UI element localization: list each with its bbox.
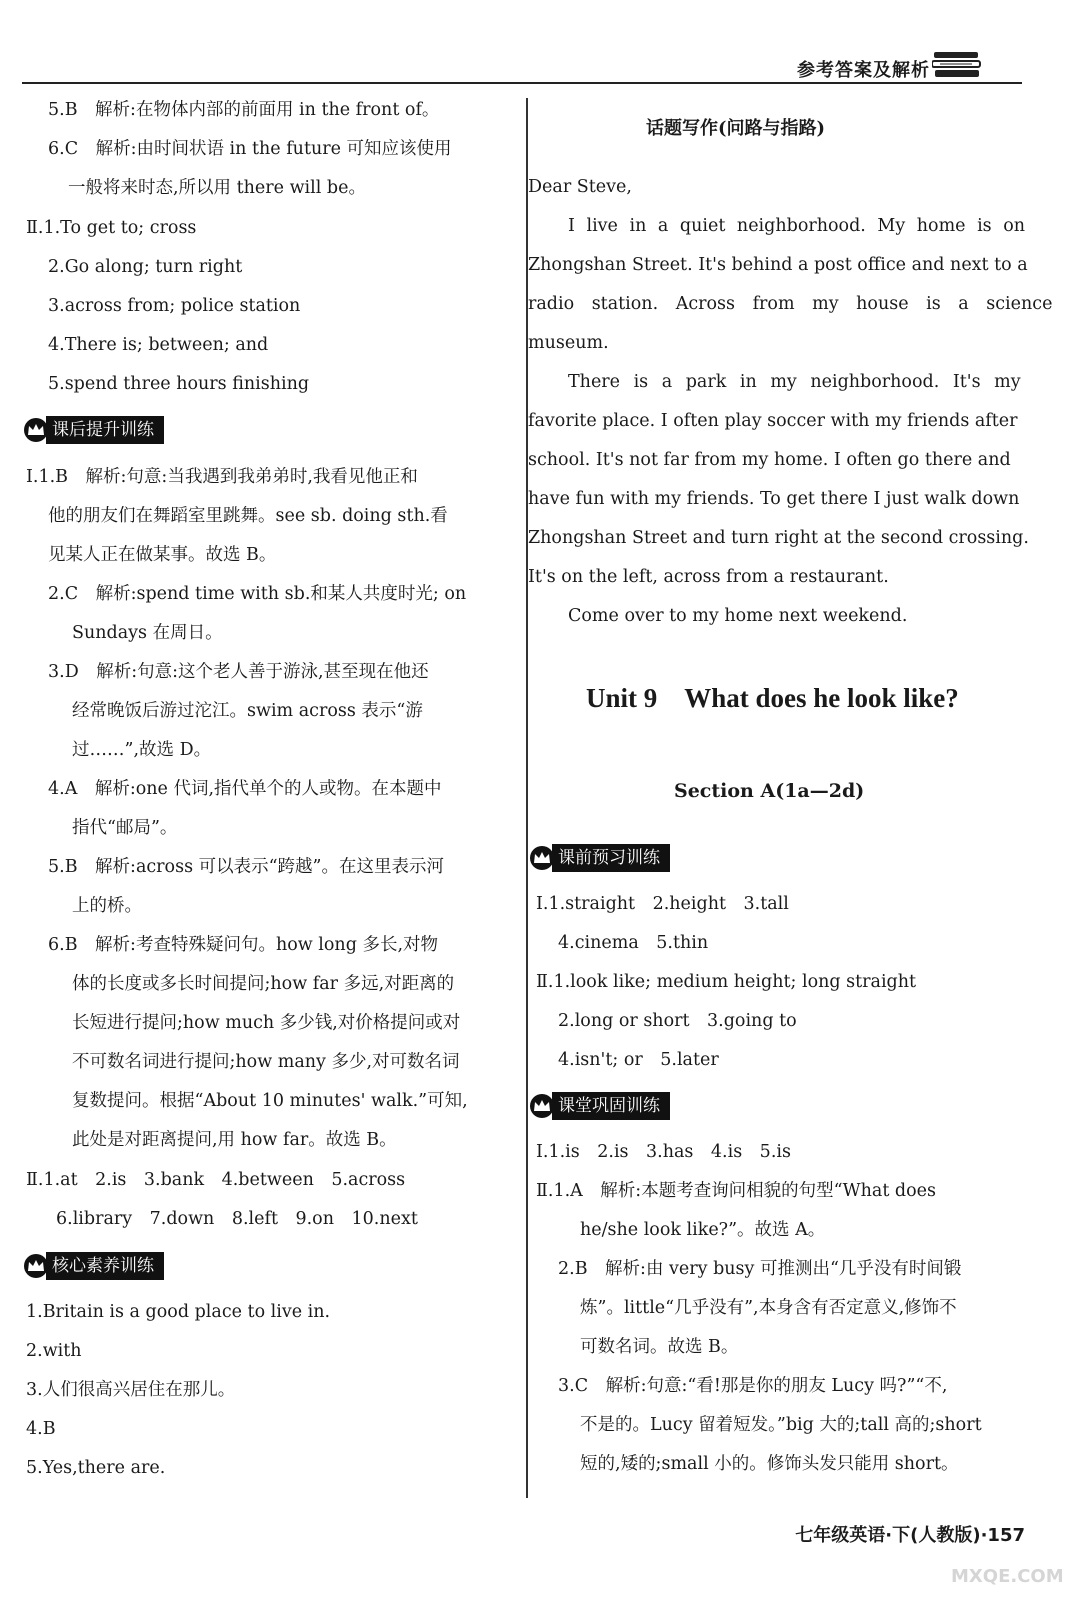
answer-line: 4.There is; between; and — [48, 335, 269, 355]
badge-label: 课后提升训练 — [46, 416, 164, 444]
crown-icon — [530, 846, 554, 870]
writing-title: 话题写作(问路与指路) — [646, 118, 826, 139]
answer-line: 体的长度或多长时间提问;how far 多远,对距离的 — [72, 974, 455, 994]
answer-line: 短的,矮的;small 小的。修饰头发只能用 short。 — [580, 1454, 959, 1474]
badge-label: 课前预习训练 — [552, 844, 670, 872]
answer-line: 5.B 解析:在物体内部的前面用 in the front of。 — [48, 100, 440, 120]
answer-line: 5.spend three hours finishing — [48, 374, 310, 394]
answer-line: 3.across from; police station — [48, 296, 301, 316]
answer-line: 2.Go along; turn right — [48, 257, 243, 277]
answer-line: he/she look like?”。故选 A。 — [580, 1220, 826, 1240]
answer-line: 指代“邮局”。 — [72, 818, 178, 838]
section-badge — [530, 1092, 670, 1120]
section-badge — [24, 1252, 164, 1280]
letter-line: radio station. Across from my house is a science — [528, 294, 1053, 314]
answer-line: 6.C 解析:由时间状语 in the future 可知应该使用 — [48, 139, 452, 159]
badge-label: 核心素养训练 — [46, 1252, 164, 1280]
section-title: Section A(1a—2d) — [674, 780, 865, 802]
answer-line: 3.C 解析:句意:“看!那是你的朋友 Lucy 吗?”“不, — [558, 1376, 948, 1396]
watermark-logo — [947, 1530, 1067, 1590]
answer-line: Ⅰ.1.B 解析:句意:当我遇到我弟弟时,我看见他正和 — [26, 467, 418, 487]
crown-icon — [24, 418, 48, 442]
unit-title: Unit 9 What does he look like? — [586, 683, 959, 713]
badge-label: 课堂巩固训练 — [552, 1092, 670, 1120]
answer-line: 4.isn't; or 5.later — [558, 1050, 719, 1070]
page-footer: 七年级英语·下(人教版)·157 — [795, 1525, 1025, 1546]
answer-line: 经常晚饭后游过沱江。swim across 表示“游 — [72, 701, 423, 721]
answer-line: 不是的。Lucy 留着短发。”big 大的;tall 高的;short — [580, 1415, 982, 1435]
answer-line: 上的桥。 — [72, 896, 142, 916]
crown-icon — [24, 1254, 48, 1278]
answer-line: Sundays 在周日。 — [72, 623, 223, 643]
letter-line: Come over to my home next weekend. — [568, 606, 908, 626]
letter-line: school. It's not far from my home. I often go there and — [528, 450, 1011, 470]
answer-line: 2.B 解析:由 very busy 可推测出“几乎没有时间锻 — [558, 1259, 962, 1279]
answer-line: 3.人们很高兴居住在那儿。 — [26, 1380, 236, 1400]
answer-line: Ⅰ.1.straight 2.height 3.tall — [536, 894, 789, 914]
answer-line: Ⅱ.1.look like; medium height; long straight — [536, 972, 917, 992]
letter-line: museum. — [528, 333, 609, 353]
answer-line: 炼”。little“几乎没有”,本身含有否定意义,修饰不 — [580, 1298, 957, 1318]
letter-line: There is a park in my neighborhood. It's my — [568, 372, 1021, 392]
answer-line: 3.D 解析:句意:这个老人善于游泳,甚至现在他还 — [48, 662, 429, 682]
answer-line: Ⅱ.1.at 2.is 3.bank 4.between 5.across — [26, 1170, 406, 1190]
answer-line: 此处是对距离提问,用 how far。故选 B。 — [72, 1130, 397, 1150]
svg-text:MXQE.COM: MXQE.COM — [951, 1566, 1064, 1587]
answer-line: 可数名词。故选 B。 — [580, 1337, 739, 1357]
answer-line: 4.B — [26, 1419, 56, 1439]
books-icon — [932, 48, 982, 82]
crown-icon — [530, 1094, 554, 1118]
header-rule — [22, 82, 1022, 84]
letter-line: Zhongshan Street and turn right at the second crossing. — [528, 528, 1029, 548]
letter-line: Dear Steve, — [528, 177, 632, 197]
section-badge — [530, 844, 670, 872]
letter-line: favorite place. I often play soccer with my friends after — [528, 411, 1018, 431]
section-badge — [24, 416, 164, 444]
answer-line: 2.C 解析:spend time with sb.和某人共度时光; on — [48, 584, 467, 604]
answer-line: 不可数名词进行提问;how many 多少,对可数名词 — [72, 1052, 460, 1072]
answer-line: Ⅱ.1.A 解析:本题考查询问相貌的句型“What does — [536, 1181, 936, 1201]
answer-line: 长短进行提问;how much 多少钱,对价格提问或对 — [72, 1013, 461, 1033]
answer-line: 5.Yes,there are. — [26, 1458, 166, 1478]
page-header — [22, 38, 1022, 88]
answer-line: 6.B 解析:考查特殊疑问句。how long 多长,对物 — [48, 935, 439, 955]
answer-line: 复数提问。根据“About 10 minutes' walk.”可知, — [72, 1091, 468, 1111]
answer-line: Ⅰ.1.is 2.is 3.has 4.is 5.is — [536, 1142, 791, 1162]
answer-line: 6.library 7.down 8.left 9.on 10.next — [56, 1209, 418, 1229]
answer-line: 2.with — [26, 1341, 82, 1361]
answer-line: 4.A 解析:one 代词,指代单个的人或物。在本题中 — [48, 779, 442, 799]
letter-line: have fun with my friends. To get there I just walk down — [528, 489, 1020, 509]
answer-line: 5.B 解析:across 可以表示“跨越”。在这里表示河 — [48, 857, 445, 877]
answer-line: 见某人正在做某事。故选 B。 — [48, 545, 277, 565]
answer-line: 他的朋友们在舞蹈室里跳舞。see sb. doing sth.看 — [48, 506, 448, 526]
letter-line: I live in a quiet neighborhood. My home is on — [568, 216, 1026, 236]
answer-line: 一般将来时态,所以用 there will be。 — [68, 178, 366, 198]
letter-line: It's on the left, across from a restaurant. — [528, 567, 889, 587]
header-title: 参考答案及解析 — [797, 60, 930, 81]
answer-line: 4.cinema 5.thin — [558, 933, 709, 953]
answer-line: Ⅱ.1.To get to; cross — [26, 218, 197, 238]
answer-line: 过……”,故选 D。 — [72, 740, 212, 760]
letter-line: Zhongshan Street. It's behind a post office and next to a — [528, 255, 1028, 275]
answer-line: 1.Britain is a good place to live in. — [26, 1302, 331, 1322]
answer-line: 2.long or short 3.going to — [558, 1011, 797, 1031]
